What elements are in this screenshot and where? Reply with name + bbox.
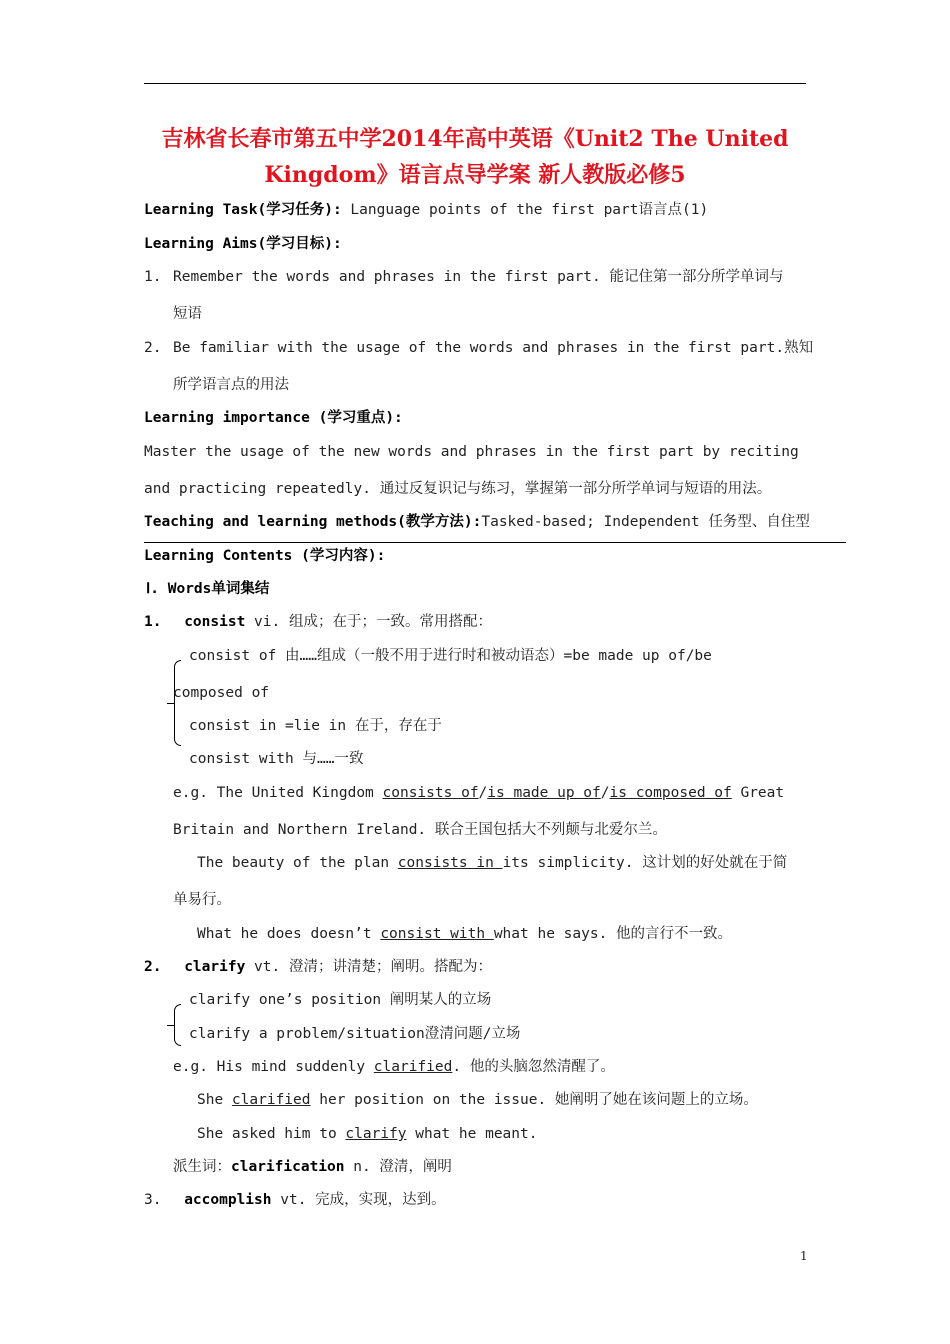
teaching-methods-label: Teaching and learning methods(教学方法): bbox=[144, 514, 482, 530]
words-section-heading: Ⅰ. Words单词集结 bbox=[146, 581, 270, 597]
learning-task-label: Learning Task(学习任务): bbox=[144, 202, 342, 218]
example-text: her position on the issue. 她阐明了她在该问题上的立场。 bbox=[310, 1092, 758, 1108]
collocation-brace-1 bbox=[174, 660, 181, 746]
word-3-number: 3. bbox=[144, 1192, 162, 1208]
example-text: She bbox=[197, 1092, 232, 1108]
consist-example-2-cont: 单易行。 bbox=[173, 892, 231, 908]
word-3-entry bbox=[144, 1190, 446, 1210]
section-rule bbox=[144, 542, 846, 543]
example-text: What he does doesn’t bbox=[197, 926, 381, 942]
derivative-word: clarification bbox=[231, 1159, 345, 1175]
underlined-phrase: clarify bbox=[345, 1126, 407, 1142]
consist-example-1-cont: Britain and Northern Ireland. 联合王国包括大不列颠与北爱尔兰。 bbox=[173, 822, 667, 838]
word-1-entry bbox=[144, 612, 492, 632]
example-text: e.g. The United Kingdom bbox=[173, 785, 383, 801]
page-number: 1 bbox=[800, 1249, 808, 1263]
clarify-example-3 bbox=[197, 1124, 537, 1144]
example-text: / bbox=[478, 785, 488, 801]
example-text: what he meant. bbox=[406, 1126, 538, 1142]
learning-importance-line2: and practicing repeatedly. 通过反复识记与练习，掌握第一部分所学单词与短语的用法。 bbox=[144, 481, 772, 497]
learning-task-value: Language points of the first part语言点(1) bbox=[341, 202, 709, 218]
consist-example-3 bbox=[197, 924, 732, 944]
learning-importance-label: Learning importance (学习重点): bbox=[144, 410, 403, 426]
word-2-definition: vt. 澄清；讲清楚；阐明。搭配为： bbox=[245, 959, 492, 975]
word-2-headword: clarify bbox=[184, 959, 246, 975]
aim-1-continuation: 短语 bbox=[173, 306, 202, 322]
teaching-methods-value: Tasked-based; Independent 任务型、自住型 bbox=[481, 514, 810, 530]
underlined-phrase: is made up of bbox=[487, 785, 601, 801]
underlined-phrase: consists in bbox=[397, 855, 503, 871]
consist-of-phrase: consist of 由……组成（一般不用于进行时和被动语态）=be made up of/be bbox=[189, 648, 712, 664]
word-2-number: 2. bbox=[144, 959, 162, 975]
derivative-label: 派生词： bbox=[173, 1159, 231, 1175]
learning-contents-label: Learning Contents (学习内容): bbox=[144, 548, 386, 564]
consist-of-phrase-cont: composed of bbox=[173, 685, 270, 701]
example-text: Great bbox=[731, 785, 785, 801]
word-3-headword: accomplish bbox=[184, 1192, 272, 1208]
underlined-phrase: consist with bbox=[380, 926, 494, 942]
example-text: The beauty of the plan bbox=[197, 855, 398, 871]
underlined-phrase: consists of bbox=[382, 785, 479, 801]
word-2-entry bbox=[144, 957, 492, 977]
word-1-number: 1. bbox=[144, 614, 162, 630]
clarify-problem-phrase: clarify a problem/situation澄清问题/立场 bbox=[189, 1026, 521, 1042]
aim-1-number: 1. bbox=[144, 269, 162, 285]
example-text: She asked him to bbox=[197, 1126, 346, 1142]
derivative-definition: n. 澄清，阐明 bbox=[344, 1159, 452, 1175]
word-3-definition: vt. 完成，实现，达到。 bbox=[271, 1192, 446, 1208]
teaching-methods bbox=[144, 512, 810, 532]
learning-importance-line1: Master the usage of the new words and phrases in the first part by reciting bbox=[144, 444, 799, 460]
header-rule bbox=[144, 83, 806, 84]
clarify-example-1 bbox=[173, 1057, 615, 1077]
example-text: . 他的头脑忽然清醒了。 bbox=[452, 1059, 615, 1075]
example-text: its simplicity. 这计划的好处就在于简 bbox=[502, 855, 788, 871]
clarify-position-phrase: clarify one’s position 阐明某人的立场 bbox=[189, 992, 492, 1008]
consist-example-1 bbox=[173, 783, 784, 803]
aim-2-text: Be familiar with the usage of the words and phrases in the first part.熟知 bbox=[173, 340, 814, 356]
doc-title-line2: Kingdom》语言点导学案 新人教版必修5 bbox=[264, 162, 686, 188]
underlined-phrase: clarified bbox=[231, 1092, 311, 1108]
collocation-brace-2 bbox=[174, 1004, 181, 1046]
clarify-derivative bbox=[173, 1157, 452, 1177]
consist-with-phrase: consist with 与……一致 bbox=[189, 751, 364, 767]
word-1-headword: consist bbox=[184, 614, 246, 630]
example-text: e.g. His mind suddenly bbox=[173, 1059, 374, 1075]
consist-in-phrase: consist in =lie in 在于，存在于 bbox=[189, 718, 442, 734]
clarify-example-2 bbox=[197, 1090, 758, 1110]
aim-1-text: Remember the words and phrases in the first part. 能记住第一部分所学单词与 bbox=[173, 269, 784, 285]
word-1-definition: vi. 组成；在于；一致。常用搭配： bbox=[245, 614, 492, 630]
example-text: what he says. 他的言行不一致。 bbox=[493, 926, 733, 942]
doc-title-line1: 吉林省长春市第五中学2014年高中英语《Unit2 The United bbox=[161, 126, 789, 152]
learning-aims-label: Learning Aims(学习目标): bbox=[144, 236, 342, 252]
underlined-phrase: clarified bbox=[373, 1059, 453, 1075]
aim-2-number: 2. bbox=[144, 340, 162, 356]
underlined-phrase: is composed of bbox=[609, 785, 732, 801]
learning-task bbox=[144, 200, 708, 220]
consist-example-2 bbox=[197, 853, 787, 873]
example-text: / bbox=[600, 785, 610, 801]
aim-2-continuation: 所学语言点的用法 bbox=[173, 377, 289, 393]
